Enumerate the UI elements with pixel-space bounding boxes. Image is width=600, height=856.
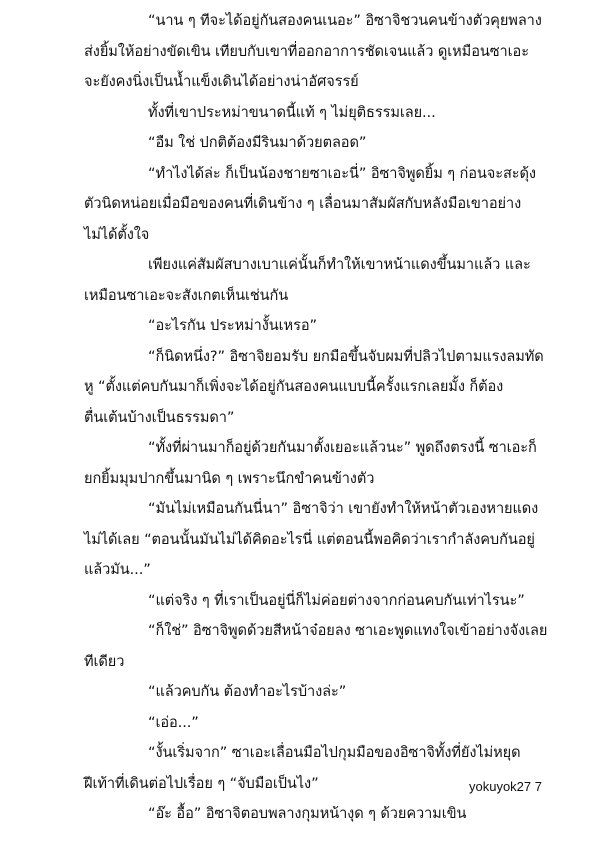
paragraph [84,799,534,830]
paragraph [84,98,534,129]
story-body [84,6,548,830]
text-line: “ทำไงได้ล่ะ ก็เป็นน้องชายซาเอะนี่” อิซาจิพูดยิ้ม ๆ ก่อนจะสะดุ้ง [148,164,536,182]
text-line: “อะไรกัน ประหม่างั้นเหรอ” [148,317,317,334]
text-line: “ก็ใช่” อิซาจิพูดด้วยสีหน้าจ๋อยลง ซาเอะพูดแทงใจเข้าอย่างจังเลย [148,622,548,639]
text-line: ตัวนิดหน่อยเมื่อมือของคนที่เดินข้าง ๆ เลื่อนมาสัมผัสกับหลังมือเขาอย่าง [84,195,522,212]
text-line: ทีเดียว [84,652,125,670]
text-line: “อืม ใช่ ปกติต้องมีรินมาด้วยตลอด” [148,134,367,151]
paragraph [84,433,537,494]
text-line: “แล้วคบกัน ต้องทำอะไรบ้างล่ะ” [148,683,347,700]
text-line: ไม่ได้ตั้งใจ [84,225,150,243]
text-line: ฝีเท้าที่เดินต่อไปเรื่อย ๆ “จับมือเป็นไง” [84,774,319,792]
paragraph [84,586,534,617]
text-line: ตื่นเต้นบ้างเป็นธรรมดา” [84,408,235,426]
text-line: ไม่ได้เลย “ตอนนั้นมันไม่ได้คิดอะไรนี่ แต่ตอนนี้พอคิดว่าเรากำลังคบกันอยู่ [84,530,535,548]
footer-page-number: 7 [534,779,542,794]
text-line: แล้วมัน...” [84,561,151,578]
paragraph [84,159,534,251]
text-line: “มันไม่เหมือนกันนี่นา” อิซาจิว่า เขายังทำให้หน้าตัวเองหายแดง [148,500,539,517]
document-page [84,6,548,851]
text-line: “ก็นิดหนึ่ง?” อิซาจิยอมรับ ยกมือขึ้นจับผมที่ปลิวไปตามแรงลมทัด [148,347,544,365]
paragraph [84,128,534,159]
page-footer [469,779,542,794]
text-line: “แต่จริง ๆ ที่เราเป็นอยู่นี่ก็ไม่ค่อยต่างจากก่อนคบกันเท่าไรนะ” [148,591,525,609]
text-line: เพียงแค่สัมผัสบางเบาแค่นั้นก็ทำให้เขาหน้าแดงขึ้นมาแล้ว และ [148,256,531,273]
paragraph [84,494,539,586]
paragraph [84,342,544,434]
text-line: ส่งยิ้มให้อย่างขัดเขิน เทียบกับเขาที่ออกอาการชัดเจนแล้ว ดูเหมือนซาเอะ [84,42,529,60]
paragraph [84,6,542,98]
text-line: จะยังคงนิ่งเป็นน้ำแข็งเดินได้อย่างน่าอัศจรรย์ [84,73,359,90]
paragraph [84,677,534,708]
paragraph [84,250,534,311]
text-line: ทั้งที่เขาประหม่าขนาดนี้แท้ ๆ ไม่ยุติธรรมเลย... [148,103,436,121]
paragraph [84,311,534,342]
text-line: เหมือนซาเอะจะสังเกตเห็นเช่นกัน [84,286,289,304]
text-line: ยกยิ้มมุมปากขึ้นมานิด ๆ เพราะนึกขำคนข้างตัว [84,469,375,487]
text-line: “งั้นเริ่มจาก” ซาเอะเลื่อนมือไปกุมมือของอิซาจิทั้งที่ยังไม่หยุด [148,744,521,761]
text-line: “ทั้งที่ผ่านมาก็อยู่ด้วยกันมาตั้งเยอะแล้วนะ” พูดถึงตรงนี้ ซาเอะก็ [148,439,537,456]
footer-author: yokuyok27 [468,779,532,794]
text-line: “เอ่อ...” [148,713,199,731]
paragraph [84,616,548,677]
paragraph [84,708,534,739]
text-line: “อ๊ะ อื้อ” อิซาจิตอบพลางกุมหน้างุด ๆ ด้วยความเขิน [148,805,467,822]
paragraph [84,738,534,799]
text-line: “นาน ๆ ทีจะได้อยู่กันสองคนเนอะ” อิซาจิชวนคนข้างตัวคุยพลาง [148,12,542,29]
text-line: หู “ตั้งแต่คบกันมาก็เพิ่งจะได้อยู่กันสองคนแบบนี้ครั้งแรกเลยมั้ง ก็ต้อง [84,378,504,395]
